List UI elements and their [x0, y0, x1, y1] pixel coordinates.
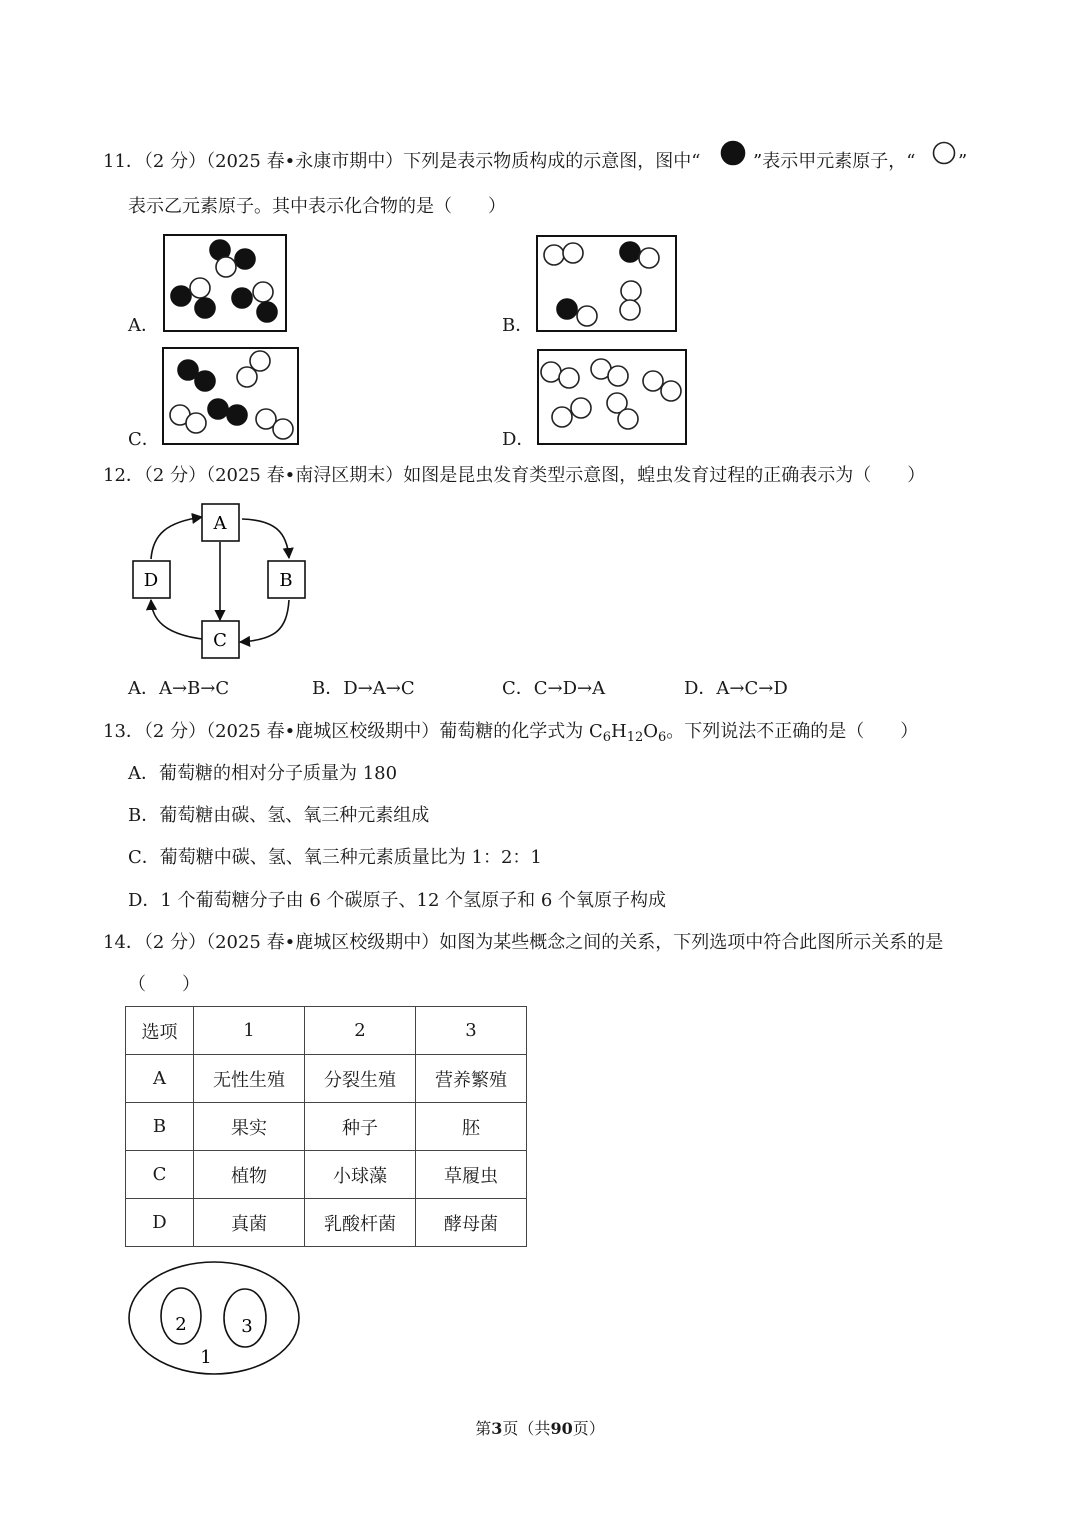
concept-relationship-diagram [127, 1260, 305, 1378]
q11-line2: 表示乙元素原子。其中表示化合物的是（ ） [128, 196, 506, 217]
q11-option-d-label: D． [502, 429, 535, 450]
q13-option-a: A．葡萄糖的相对分子质量为 180 [128, 763, 398, 784]
q12-option-d: D．A→C→D [684, 678, 788, 699]
table-cell: 植物 [194, 1151, 305, 1199]
table-cell: A [126, 1055, 194, 1103]
table-cell: B [126, 1103, 194, 1151]
table-row [126, 1055, 527, 1103]
q11-option-a-label: A． [128, 315, 159, 336]
footer-total-pages: 90 [550, 1419, 573, 1438]
node-a-label: A [213, 513, 227, 534]
table-cell: C [126, 1151, 194, 1199]
table-header-cell: 2 [305, 1007, 416, 1055]
q11-option-a-figure [163, 234, 287, 332]
page-footer [0, 1416, 1080, 1439]
q14-options-table [125, 1006, 527, 1247]
node-d-label: D [143, 570, 159, 591]
table-cell: 胚 [416, 1103, 527, 1151]
q11-option-c-figure [162, 347, 299, 445]
footer-page-number: 3 [491, 1419, 503, 1438]
table-header-cell: 选项 [126, 1007, 194, 1055]
black-atom-legend-icon [720, 140, 746, 166]
q12-option-b: B．D→A→C [312, 678, 415, 699]
q11-option-c-label: C． [128, 429, 160, 450]
q13-sub-6a: 6 [602, 730, 611, 745]
concept-3-label: 3 [241, 1316, 253, 1337]
footer-post: 页） [572, 1419, 605, 1438]
table-row [126, 1151, 527, 1199]
table-cell: 小球藻 [305, 1151, 416, 1199]
q11-option-d-figure [537, 349, 687, 445]
table-row [126, 1199, 527, 1247]
footer-mid: 页（共 [502, 1419, 551, 1438]
q13-stem-part-b: 。下列说法不正确的是（ ） [666, 721, 919, 742]
q11-line1-part-b: ”表示甲元素原子，“ [753, 151, 916, 172]
q13-sub-6b: 6 [658, 730, 667, 745]
q12-option-c: C．C→D→A [502, 678, 606, 699]
table-cell: 真菌 [194, 1199, 305, 1247]
q11-option-b-label: B． [502, 315, 534, 336]
q13-stem-part-a: 13．（2 分）（2025 春•鹿城区校级期中）葡萄糖的化学式为 C [103, 721, 603, 742]
q14-stem: 14．（2 分）（2025 春•鹿城区校级期中）如图为某些概念之间的关系，下列选项中符合此图所示关系的是 [103, 932, 944, 953]
q11-line1-part-c: ” [958, 151, 968, 172]
q13-sub-12: 12 [626, 730, 644, 745]
q13-mid-o: O [643, 721, 659, 742]
table-header-cell: 1 [194, 1007, 305, 1055]
table-cell: 营养繁殖 [416, 1055, 527, 1103]
q13-option-b: B．葡萄糖由碳、氢、氧三种元素组成 [128, 805, 430, 826]
insect-development-cycle-diagram [125, 500, 315, 666]
q14-answer-parentheses: （ ） [128, 974, 200, 995]
white-atom-legend-icon [932, 141, 956, 165]
concept-2-label: 2 [175, 1314, 187, 1335]
table-cell: 乳酸杆菌 [305, 1199, 416, 1247]
table-cell: D [126, 1199, 194, 1247]
concept-1-label: 1 [200, 1347, 212, 1368]
table-header-cell: 3 [416, 1007, 527, 1055]
q13-option-c: C．葡萄糖中碳、氢、氧三种元素质量比为 1：2：1 [128, 847, 542, 868]
table-cell: 酵母菌 [416, 1199, 527, 1247]
q13-stem [103, 720, 918, 746]
q11-option-b-figure [536, 235, 677, 332]
node-b-label: B [279, 570, 293, 591]
q12-option-a: A．A→B→C [128, 678, 230, 699]
node-c-label: C [213, 630, 227, 651]
table-cell: 种子 [305, 1103, 416, 1151]
table-header-row [126, 1007, 527, 1055]
table-cell: 无性生殖 [194, 1055, 305, 1103]
q13-option-d: D．1 个葡萄糖分子由 6 个碳原子、12 个氢原子和 6 个氧原子构成 [128, 890, 667, 911]
table-row [126, 1103, 527, 1151]
footer-pre: 第 [475, 1419, 492, 1438]
table-cell: 果实 [194, 1103, 305, 1151]
q11-line1-part-a: 11．（2 分）（2025 春•永康市期中）下列是表示物质构成的示意图，图中“ [103, 151, 701, 172]
q13-mid-h: H [611, 721, 627, 742]
table-cell: 草履虫 [416, 1151, 527, 1199]
table-cell: 分裂生殖 [305, 1055, 416, 1103]
q12-stem: 12．（2 分）（2025 春•南浔区期末）如图是昆虫发育类型示意图，蝗虫发育过程的正确表示为（ ） [103, 465, 926, 486]
